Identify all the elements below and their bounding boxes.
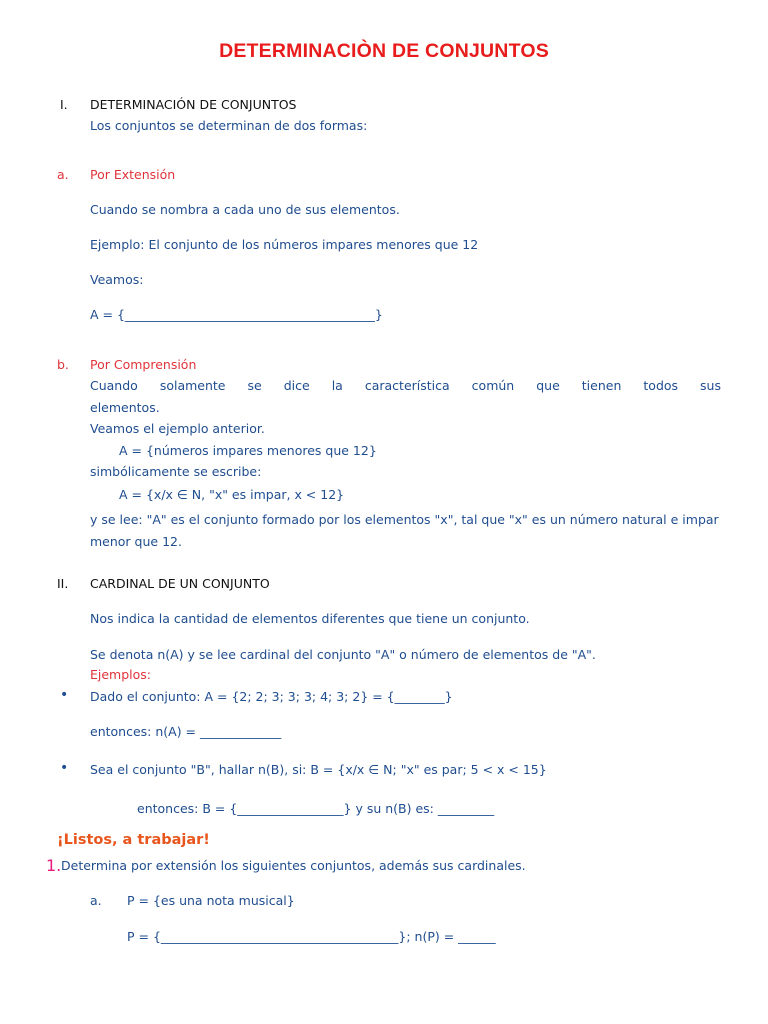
exercise-item-answer: P = {______________________________________}; n(P) = ______ <box>127 929 496 944</box>
part-b-line-1: Cuando solamente se dice la característica común que tienen todos sus <box>90 378 721 393</box>
example-2-answer: entonces: B = {_________________} y su n(B) es: _________ <box>137 801 495 816</box>
part-b-line-4: A = {números impares menores que 12} <box>119 443 377 458</box>
examples-label: Ejemplos: <box>90 667 152 682</box>
part-b-line-8: menor que 12. <box>90 534 182 549</box>
section-1-intro: Los conjuntos se determinan de dos formas: <box>90 118 368 133</box>
exercise-instruction: Determina por extensión los siguientes conjuntos, además sus cardinales. <box>61 858 526 873</box>
exercise-item-letter: a. <box>90 893 102 908</box>
exercise-number: 1. <box>46 856 62 875</box>
section-2-line-1: Nos indica la cantidad de elementos diferentes que tiene un conjunto. <box>90 611 530 626</box>
section-2-line-2: Se denota n(A) y se lee cardinal del conjunto "A" o número de elementos de "A". <box>90 647 596 662</box>
part-a-line-1: Cuando se nombra a cada uno de sus elementos. <box>90 202 400 217</box>
part-a-letter: a. <box>57 167 69 182</box>
part-b-line-2: elementos. <box>90 400 160 415</box>
section-1-numeral: I. <box>60 97 68 112</box>
section-2-heading: CARDINAL DE UN CONJUNTO <box>90 576 270 591</box>
section-1-heading: DETERMINACIÓN DE CONJUNTOS <box>90 97 297 112</box>
part-a-answer-blank: A = {________________________________________} <box>90 307 383 322</box>
practice-heading: ¡Listos, a trabajar! <box>57 832 210 848</box>
part-a-heading: Por Extensión <box>90 167 176 182</box>
part-b-line-7: y se lee: "A" es el conjunto formado por los elementos "x", tal que "x" es un número natural e impar <box>90 512 719 527</box>
part-b-letter: b. <box>57 357 69 372</box>
part-b-line-6: A = {x/x ∈ N, "x" es impar, x < 12} <box>119 487 345 502</box>
bullet-2: • <box>60 760 69 776</box>
part-b-heading: Por Comprensión <box>90 357 197 372</box>
page-title: DETERMINACIÒN DE CONJUNTOS <box>219 40 549 62</box>
part-b-line-5: simbólicamente se escribe: <box>90 464 262 479</box>
part-b-line-3: Veamos el ejemplo anterior. <box>90 421 265 436</box>
exercise-item-definition: P = {es una nota musical} <box>127 893 295 908</box>
bullet-1: • <box>60 687 69 703</box>
example-2: Sea el conjunto "B", hallar n(B), si: B = {x/x ∈ N; "x" es par; 5 < x < 15} <box>90 762 547 777</box>
part-a-line-2: Ejemplo: El conjunto de los números impares menores que 12 <box>90 237 479 252</box>
part-a-line-3: Veamos: <box>90 272 144 287</box>
example-1-answer: entonces: n(A) = _____________ <box>90 724 282 739</box>
example-1: Dado el conjunto: A = {2; 2; 3; 3; 3; 4; 3; 2} = {________} <box>90 689 453 704</box>
section-2-numeral: II. <box>57 576 69 591</box>
